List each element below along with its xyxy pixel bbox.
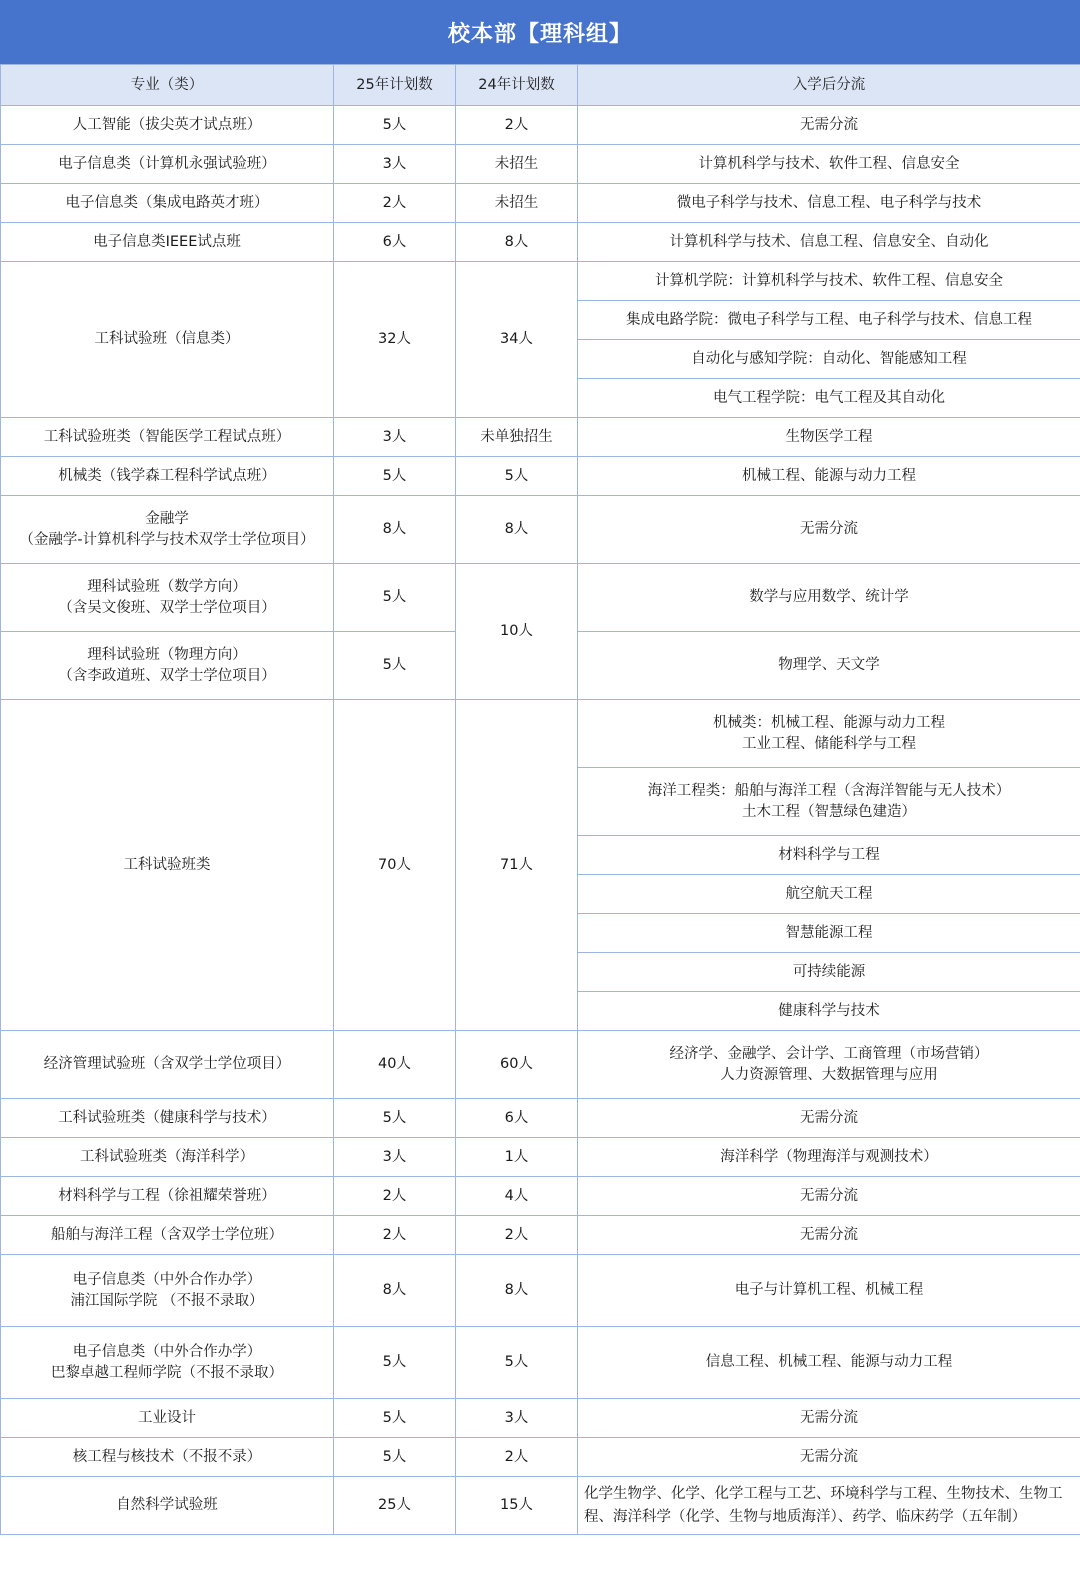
table-row [1, 1438, 1080, 1477]
plan-2025-cell: 5人 [334, 632, 456, 700]
streams-cell: 自动化与感知学院：自动化、智能感知工程 [578, 340, 1080, 379]
plan-2025-cell: 5人 [334, 457, 456, 496]
plan-2024-cell: 15人 [456, 1477, 578, 1535]
table-row [1, 1099, 1080, 1138]
plan-2024-cell: 10人 [456, 564, 578, 700]
major-line: （含吴文俊班、双学士学位项目） [58, 599, 276, 616]
table-row [1, 496, 1080, 564]
plan-2024-cell: 4人 [456, 1177, 578, 1216]
major-cell: 核工程与核技术（不报不录） [1, 1438, 334, 1477]
column-header-plan-2025: 25年计划数 [334, 65, 456, 106]
streams-cell: 化学生物学、化学、化学工程与工艺、环境科学与工程、生物技术、生物工程、海洋科学（化学、生物与地质海洋）、药学、临床药学（五年制） [578, 1477, 1080, 1535]
table-row [1, 1327, 1080, 1399]
plan-2024-cell: 8人 [456, 496, 578, 564]
plan-2024-cell: 1人 [456, 1138, 578, 1177]
table-row [1, 564, 1080, 632]
table-row [1, 1177, 1080, 1216]
streams-cell: 计算机学院：计算机科学与技术、软件工程、信息安全 [578, 262, 1080, 301]
major-cell [1, 1255, 334, 1327]
plan-2024-cell: 未招生 [456, 184, 578, 223]
stream-line: 人力资源管理、大数据管理与应用 [720, 1066, 938, 1083]
plan-2024-cell: 未招生 [456, 145, 578, 184]
plan-2024-cell: 34人 [456, 262, 578, 418]
plan-2025-cell: 2人 [334, 184, 456, 223]
major-cell: 机械类（钱学森工程科学试点班） [1, 457, 334, 496]
table-header-row [1, 65, 1080, 106]
stream-line: 土木工程（智慧绿色建造） [742, 803, 916, 820]
streams-cell: 无需分流 [578, 106, 1080, 145]
major-cell [1, 1327, 334, 1399]
stream-line: 机械类：机械工程、能源与动力工程 [713, 714, 945, 731]
major-cell: 经济管理试验班（含双学士学位项目） [1, 1031, 334, 1099]
streams-cell: 无需分流 [578, 496, 1080, 564]
streams-cell [578, 700, 1080, 768]
table-row [1, 106, 1080, 145]
streams-cell: 航空航天工程 [578, 875, 1080, 914]
table-row [1, 1255, 1080, 1327]
streams-cell: 机械工程、能源与动力工程 [578, 457, 1080, 496]
plan-2025-cell: 5人 [334, 1438, 456, 1477]
major-cell: 人工智能（拔尖英才试点班） [1, 106, 334, 145]
major-cell [1, 496, 334, 564]
streams-cell: 无需分流 [578, 1177, 1080, 1216]
plan-2024-cell: 8人 [456, 1255, 578, 1327]
major-cell: 电子信息类IEEE试点班 [1, 223, 334, 262]
major-cell: 工科试验班（信息类） [1, 262, 334, 418]
streams-cell: 健康科学与技术 [578, 992, 1080, 1031]
plan-2025-cell: 5人 [334, 1327, 456, 1399]
major-cell [1, 564, 334, 632]
plan-2025-cell: 32人 [334, 262, 456, 418]
major-cell: 工科试验班类（海洋科学） [1, 1138, 334, 1177]
major-line: 浦江国际学院 （不报不录取） [70, 1292, 264, 1309]
streams-cell: 电子与计算机工程、机械工程 [578, 1255, 1080, 1327]
streams-cell: 无需分流 [578, 1438, 1080, 1477]
major-line: 理科试验班（物理方向） [87, 646, 247, 663]
admission-plan-table [0, 64, 1080, 1535]
streams-cell: 无需分流 [578, 1399, 1080, 1438]
table-row [1, 1399, 1080, 1438]
streams-cell: 无需分流 [578, 1216, 1080, 1255]
column-header-streams: 入学后分流 [578, 65, 1080, 106]
streams-cell [578, 1031, 1080, 1099]
major-cell [1, 632, 334, 700]
column-header-major: 专业（类） [1, 65, 334, 106]
streams-cell: 物理学、天文学 [578, 632, 1080, 700]
major-cell: 工业设计 [1, 1399, 334, 1438]
major-line: 电子信息类（中外合作办学） [72, 1343, 262, 1360]
table-row [1, 1031, 1080, 1099]
streams-cell: 信息工程、机械工程、能源与动力工程 [578, 1327, 1080, 1399]
plan-2025-cell: 5人 [334, 1399, 456, 1438]
major-cell: 工科试验班类 [1, 700, 334, 1031]
streams-cell: 生物医学工程 [578, 418, 1080, 457]
plan-2024-cell: 60人 [456, 1031, 578, 1099]
major-cell: 电子信息类（计算机永强试验班） [1, 145, 334, 184]
plan-2024-cell: 2人 [456, 106, 578, 145]
plan-2024-cell: 2人 [456, 1438, 578, 1477]
plan-2024-cell: 6人 [456, 1099, 578, 1138]
table-row [1, 1477, 1080, 1535]
plan-2025-cell: 25人 [334, 1477, 456, 1535]
major-cell: 工科试验班类（智能医学工程试点班） [1, 418, 334, 457]
plan-2025-cell: 70人 [334, 700, 456, 1031]
table-row [1, 418, 1080, 457]
plan-2025-cell: 5人 [334, 564, 456, 632]
stream-line: 工业工程、储能科学与工程 [742, 735, 916, 752]
plan-2024-cell: 未单独招生 [456, 418, 578, 457]
table-row [1, 145, 1080, 184]
plan-2024-cell: 2人 [456, 1216, 578, 1255]
plan-2025-cell: 5人 [334, 1099, 456, 1138]
major-cell: 工科试验班类（健康科学与技术） [1, 1099, 334, 1138]
major-line: 理科试验班（数学方向） [87, 578, 247, 595]
streams-cell: 数学与应用数学、统计学 [578, 564, 1080, 632]
table-row [1, 223, 1080, 262]
streams-cell: 材料科学与工程 [578, 836, 1080, 875]
streams-cell: 微电子科学与技术、信息工程、电子科学与技术 [578, 184, 1080, 223]
plan-2025-cell: 40人 [334, 1031, 456, 1099]
plan-2024-cell: 5人 [456, 457, 578, 496]
major-line: （含李政道班、双学士学位项目） [58, 667, 276, 684]
plan-2024-cell: 71人 [456, 700, 578, 1031]
plan-2024-cell: 3人 [456, 1399, 578, 1438]
major-cell: 电子信息类（集成电路英才班） [1, 184, 334, 223]
plan-2025-cell: 8人 [334, 1255, 456, 1327]
plan-2024-cell: 8人 [456, 223, 578, 262]
plan-2025-cell: 2人 [334, 1177, 456, 1216]
plan-2025-cell: 3人 [334, 145, 456, 184]
table-row [1, 1138, 1080, 1177]
streams-cell: 集成电路学院：微电子科学与工程、电子科学与技术、信息工程 [578, 301, 1080, 340]
major-line: 电子信息类（中外合作办学） [72, 1271, 262, 1288]
plan-2025-cell: 3人 [334, 1138, 456, 1177]
streams-cell: 无需分流 [578, 1099, 1080, 1138]
streams-cell: 智慧能源工程 [578, 914, 1080, 953]
table-row [1, 1216, 1080, 1255]
streams-cell: 电气工程学院：电气工程及其自动化 [578, 379, 1080, 418]
plan-2025-cell: 5人 [334, 106, 456, 145]
major-cell: 材料科学与工程（徐祖耀荣誉班） [1, 1177, 334, 1216]
streams-cell: 海洋科学（物理海洋与观测技术） [578, 1138, 1080, 1177]
stream-line: 海洋工程类：船舶与海洋工程（含海洋智能与无人技术） [647, 782, 1011, 799]
plan-2025-cell: 8人 [334, 496, 456, 564]
streams-cell [578, 768, 1080, 836]
stream-line: 经济学、金融学、会计学、工商管理（市场营销） [669, 1045, 989, 1062]
plan-2025-cell: 3人 [334, 418, 456, 457]
table-row [1, 184, 1080, 223]
streams-cell: 可持续能源 [578, 953, 1080, 992]
major-line: 巴黎卓越工程师学院（不报不录取） [51, 1364, 283, 1381]
major-cell: 自然科学试验班 [1, 1477, 334, 1535]
plan-2025-cell: 6人 [334, 223, 456, 262]
table-row [1, 700, 1080, 768]
streams-cell: 计算机科学与技术、软件工程、信息安全 [578, 145, 1080, 184]
plan-2024-cell: 5人 [456, 1327, 578, 1399]
column-header-plan-2024: 24年计划数 [456, 65, 578, 106]
major-cell: 船舶与海洋工程（含双学士学位班） [1, 1216, 334, 1255]
major-line: 金融学 [145, 510, 189, 527]
major-line: （金融学-计算机科学与技术双学士学位项目） [19, 531, 315, 548]
plan-2025-cell: 2人 [334, 1216, 456, 1255]
table-row [1, 457, 1080, 496]
table-row [1, 262, 1080, 301]
streams-cell: 计算机科学与技术、信息工程、信息安全、自动化 [578, 223, 1080, 262]
page-title: 校本部【理科组】 [0, 0, 1080, 64]
